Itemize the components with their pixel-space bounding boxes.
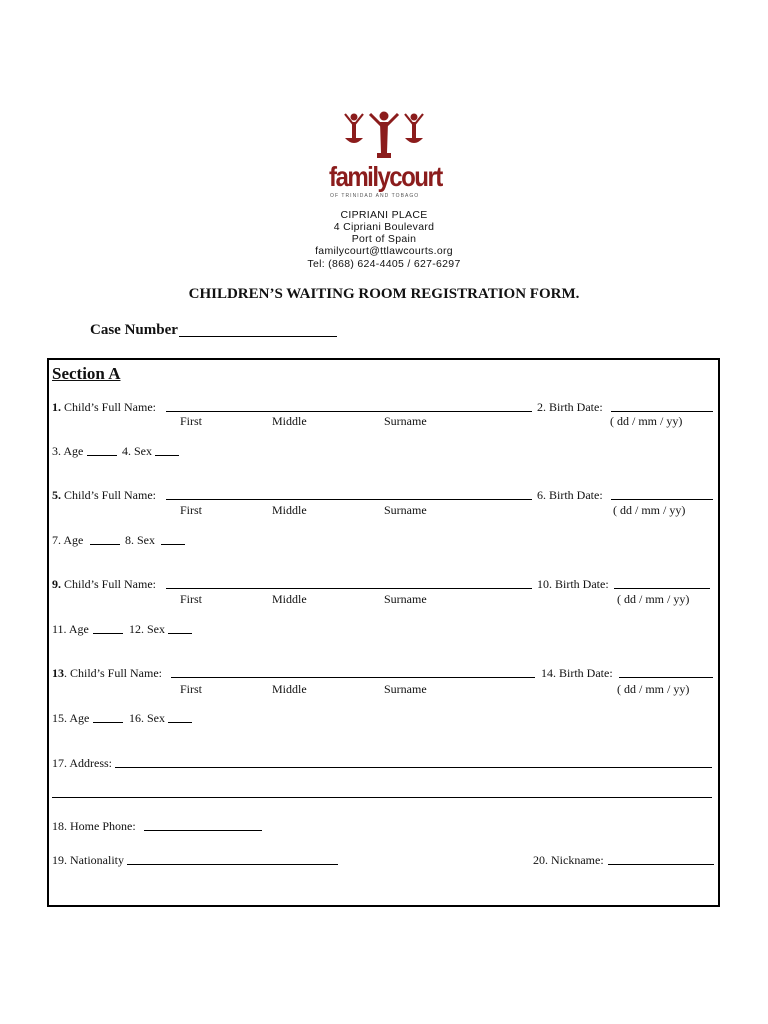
child-4-birth-field[interactable] <box>619 677 713 678</box>
child-2-birth-field[interactable] <box>611 499 713 500</box>
child-4-sex-field[interactable] <box>168 722 192 723</box>
child-3-age-field[interactable] <box>93 633 123 634</box>
address-line-1: CIPRIANI PLACE <box>340 209 428 221</box>
child-1-birth-label: 2. Birth Date: <box>537 400 603 414</box>
child-2-name-label: 5. Child’s Full Name: <box>52 488 157 502</box>
telephone: Tel: (868) 624-4405 / 627-6297 <box>307 258 461 270</box>
child-3-sex-label: 12. Sex <box>129 622 165 636</box>
middle-sublabel: Middle <box>272 414 307 428</box>
surname-sublabel: Surname <box>384 682 427 696</box>
surname-sublabel: Surname <box>384 414 427 428</box>
first-sublabel: First <box>180 503 203 517</box>
address-field-line-1[interactable] <box>115 767 712 768</box>
date-format-hint: ( dd / mm / yy) <box>613 503 686 517</box>
nickname-field[interactable] <box>608 864 714 865</box>
middle-sublabel: Middle <box>272 503 307 517</box>
home-phone-label: 18. Home Phone: <box>52 819 136 833</box>
child-1-birth-field[interactable] <box>611 411 713 412</box>
surname-sublabel: Surname <box>384 503 427 517</box>
child-1-name-field[interactable] <box>166 411 532 412</box>
nationality-field[interactable] <box>127 864 338 865</box>
logo-wordmark: familycourt <box>329 161 442 192</box>
child-1-sex-field[interactable] <box>155 455 179 456</box>
child-4-name-field[interactable] <box>171 677 535 678</box>
child-3-age-label: 11. Age <box>52 622 89 636</box>
email-address: familycourt@ttlawcourts.org <box>315 245 453 257</box>
middle-sublabel: Middle <box>272 592 307 606</box>
child-2-sex-field[interactable] <box>161 544 185 545</box>
address-label: 17. Address: <box>52 756 112 770</box>
child-1-age-label: 3. Age <box>52 444 84 458</box>
child-4-sex-label: 16. Sex <box>129 711 165 725</box>
first-sublabel: First <box>180 414 203 428</box>
first-sublabel: First <box>180 592 203 606</box>
child-2-sex-label: 8. Sex <box>125 533 155 547</box>
child-4-age-field[interactable] <box>93 722 123 723</box>
address-field-line-2[interactable] <box>52 797 712 798</box>
section-heading: Section A <box>52 364 121 383</box>
address-line-3: Port of Spain <box>351 233 417 245</box>
child-4-name-label: 13. Child’s Full Name: <box>52 666 163 680</box>
child-3-birth-field[interactable] <box>614 588 710 589</box>
child-3-name-field[interactable] <box>166 588 532 589</box>
child-2-age-field[interactable] <box>90 544 120 545</box>
date-format-hint: ( dd / mm / yy) <box>610 414 683 428</box>
child-3-birth-label: 10. Birth Date: <box>537 577 609 591</box>
case-number-label: Case Number <box>90 322 178 338</box>
middle-sublabel: Middle <box>272 682 307 696</box>
nationality-label: 19. Nationality <box>52 853 124 867</box>
child-1-sex-label: 4. Sex <box>122 444 152 458</box>
child-2-name-field[interactable] <box>166 499 532 500</box>
case-number-field[interactable] <box>179 336 337 337</box>
logo-subtitle: OF TRINIDAD AND TOBAGO <box>330 193 420 199</box>
scales-of-justice-icon <box>327 108 441 168</box>
family-court-logo <box>327 108 441 200</box>
address-line-2: 4 Cipriani Boulevard <box>333 221 435 233</box>
child-4-age-label: 15. Age <box>52 711 90 725</box>
first-sublabel: First <box>180 682 203 696</box>
child-2-age-label: 7. Age <box>52 533 84 547</box>
home-phone-field[interactable] <box>144 830 262 831</box>
date-format-hint: ( dd / mm / yy) <box>617 682 690 696</box>
nickname-label: 20. Nickname: <box>533 853 604 867</box>
child-1-age-field[interactable] <box>87 455 117 456</box>
child-3-name-label: 9. Child’s Full Name: <box>52 577 157 591</box>
child-4-birth-label: 14. Birth Date: <box>541 666 613 680</box>
child-1-name-label: 1. Child’s Full Name: <box>52 400 157 414</box>
date-format-hint: ( dd / mm / yy) <box>617 592 690 606</box>
child-2-birth-label: 6. Birth Date: <box>537 488 603 502</box>
surname-sublabel: Surname <box>384 592 427 606</box>
child-3-sex-field[interactable] <box>168 633 192 634</box>
form-title: CHILDREN’S WAITING ROOM REGISTRATION FORM. <box>188 286 580 302</box>
